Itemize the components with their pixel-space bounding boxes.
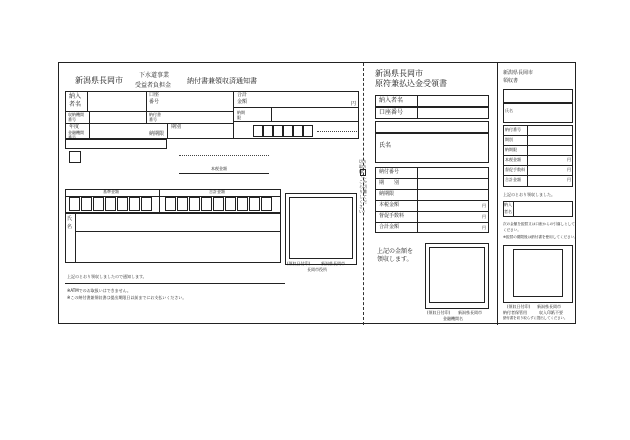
right-bottom-1: 納付者保管用 — [503, 310, 527, 315]
name-label-1: 氏 — [67, 216, 73, 222]
amount-left-header: 基準金額 — [103, 189, 119, 194]
right-base-label: 本税金額 — [505, 157, 521, 162]
pay-amount-label: 本税金額 — [211, 166, 227, 171]
total-label-1: 合計 — [237, 92, 248, 98]
right-period-label: 期別 — [505, 137, 513, 142]
bank-label-1: 金融機関 — [68, 130, 84, 135]
due-label: 納期限 — [149, 131, 165, 137]
name-label-2: 名 — [67, 224, 73, 230]
total-yen: 円 — [351, 101, 357, 107]
right-sub-label-1: 納入 — [504, 202, 512, 207]
account-label-2: 番号 — [149, 99, 160, 105]
left-title-line2: 受益者負担金 — [135, 82, 172, 89]
middle-stamp-city: 新潟県長岡市 — [458, 310, 482, 315]
period-label-1: 納期 — [237, 110, 245, 115]
right-city: 新潟県長岡市 — [503, 70, 534, 76]
total-label-2: 金額 — [237, 99, 248, 105]
bank-label-2: 番号 — [68, 135, 76, 140]
right-stamp-city: 新潟県長岡市 — [537, 304, 561, 309]
middle-received-1: 上記の金額を — [377, 248, 414, 255]
right-sub-label-2: 者名 — [504, 209, 512, 214]
right-note-3: ※振替の期限後は納付書を使用してください。 — [503, 235, 578, 239]
middle-period-label: 期 別 — [379, 180, 400, 186]
right-yen-3: 円 — [567, 177, 571, 182]
right-yen-2: 円 — [567, 167, 571, 172]
payer-label-1: 納入 — [69, 93, 82, 100]
middle-late-label: 督促手数料 — [379, 213, 405, 219]
notice-label-2: 番号 — [149, 117, 157, 122]
payer-block — [65, 91, 359, 139]
middle-due-label: 納期限 — [379, 191, 395, 197]
middle-city: 新潟県長岡市 — [375, 69, 423, 78]
middle-yen-1: 円 — [482, 203, 486, 208]
right-stamp-box — [513, 249, 563, 297]
left-title-line1: 下水道事業 — [139, 72, 170, 79]
right-title: 領収書 — [503, 78, 519, 84]
right-name-label: 氏名 — [505, 108, 513, 113]
account-label-1: 口座 — [149, 92, 160, 98]
notice-label-1: 納付書 — [149, 112, 161, 117]
middle-base-label: 本税金額 — [379, 202, 400, 208]
right-bottom-2: 収入印紙不要 — [539, 310, 563, 315]
payment-slip — [58, 62, 576, 324]
perforation-text: 切り取り線（ここから切り離してください） — [359, 159, 367, 214]
left-section — [59, 63, 361, 325]
year-label: 年度 — [69, 124, 80, 130]
period-num-label: 期別 — [171, 124, 182, 130]
middle-yen-2: 円 — [482, 214, 486, 219]
receipt-note: 上記のとおり領収しましたので通知します。 — [67, 274, 147, 279]
note-atm: ※ATMでのお取扱いはできません。 — [67, 288, 131, 293]
middle-title: 原符兼払込金受領書 — [375, 79, 447, 88]
middle-section — [371, 63, 493, 325]
middle-stamp-box — [429, 247, 485, 303]
amount-right-header: 合計金額 — [209, 189, 225, 194]
right-received-text: 上記のとおり領収しました。 — [503, 192, 555, 197]
middle-received-2: 領収します。 — [377, 256, 413, 263]
middle-total-label: 合計金額 — [379, 224, 400, 230]
right-bottom-3: 納付書を切り取らずに提出してください。 — [503, 316, 568, 320]
left-stamp-city: 新潟県長岡市 — [321, 261, 345, 266]
left-stamp-box — [289, 197, 353, 259]
note-deadline: ※この納付書兼領収書は提出期限日以前までにお支払いください。 — [67, 295, 187, 300]
middle-right-divider — [497, 63, 498, 325]
right-stamp-caption: (領収日付印) — [507, 304, 531, 309]
left-stamp-caption: (領収日付印) — [287, 261, 311, 266]
left-title-main: 納付書兼領収済通知書 — [187, 77, 257, 85]
code-label-2: 番号 — [68, 117, 76, 122]
middle-notice-label: 納付番号 — [379, 169, 400, 175]
right-late-label: 督促手数料 — [505, 167, 525, 172]
checkbox-square — [69, 151, 81, 163]
left-stamp-office: 長岡市役所 — [307, 267, 327, 272]
middle-stamp-bank: 金融機関名 — [443, 316, 463, 321]
middle-account-label: 口座番号 — [379, 109, 404, 116]
right-due-label: 納期限 — [505, 147, 517, 152]
right-note-1: 次の金額を振替又は口座からの引落しとして — [503, 222, 575, 226]
left-city: 新潟県長岡市 — [75, 76, 123, 85]
right-section — [499, 63, 577, 325]
middle-stamp-caption: (領収日付印) — [427, 310, 451, 315]
middle-payer-label: 納入者名 — [379, 97, 404, 104]
middle-name-label: 氏名 — [379, 142, 392, 149]
middle-yen-3: 円 — [482, 225, 486, 230]
right-notice-label: 納付番号 — [505, 127, 521, 132]
name-area — [65, 213, 281, 263]
right-total-label: 合計金額 — [505, 177, 521, 182]
right-yen-1: 円 — [567, 157, 571, 162]
period-label-2: 限 — [237, 115, 241, 120]
code-label-1: 収納機関 — [68, 112, 84, 117]
right-note-2: ください。 — [503, 228, 521, 232]
payer-label-2: 者名 — [69, 101, 82, 108]
